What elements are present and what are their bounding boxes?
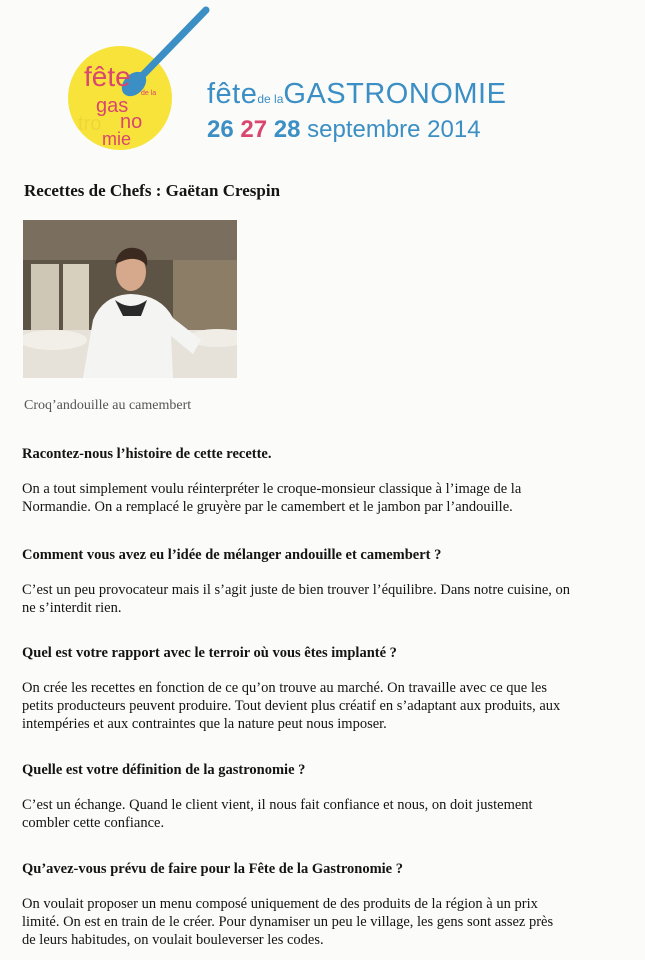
answer-paragraph: On a tout simplement voulu réinterpréter le croque-monsieur classique à l’image de la Normandie. On a remplacé le gruyère par le camembert et le jambon par l’andouille. xyxy=(22,481,522,515)
chef-photo xyxy=(23,220,237,378)
qa-item xyxy=(22,547,622,617)
svg-text:mie: mie xyxy=(102,129,132,149)
qa-item xyxy=(22,645,622,733)
event-brand xyxy=(207,78,506,145)
event-name: fêtede laGASTRONOMIE xyxy=(207,78,507,110)
svg-text:no: no xyxy=(120,111,143,133)
event-dates: 26 27 28 septembre 2014 xyxy=(207,116,481,143)
question-heading: Racontez-nous l’histoire de cette recette. xyxy=(22,446,272,462)
answer-paragraph: C’est un échange. Quand le client vient, il nous fait confiance et nous, on doit justement combler cette confiance. xyxy=(22,797,533,831)
svg-text:gas: gas xyxy=(96,95,129,117)
svg-text:tro: tro xyxy=(78,113,102,135)
qa-item xyxy=(22,762,622,832)
page-header xyxy=(0,0,645,160)
answer-paragraph: C’est un peu provocateur mais il s’agit juste de bien trouver l’équilibre. Dans notre cuisine, on ne s’interdit rien. xyxy=(22,582,571,616)
question-heading: Quelle est votre définition de la gastronomie ? xyxy=(22,762,306,778)
qa-item xyxy=(22,446,622,516)
page-title: Recettes de Chefs : Gaëtan Crespin xyxy=(24,181,281,200)
answer-paragraph: On voulait proposer un menu composé uniquement de des produits de la région à un prix limité. On est en train de le créer. Pour dynamiser un peu le village, les gens sont assez près de leurs habitudes, on voulait bouleverser les codes. xyxy=(22,896,554,948)
question-heading: Comment vous avez eu l’idée de mélanger andouille et camembert ? xyxy=(22,547,442,563)
svg-text:de la: de la xyxy=(141,90,157,97)
question-heading: Qu’avez-vous prévu de faire pour la Fête de la Gastronomie ? xyxy=(22,861,403,877)
qa-item xyxy=(22,861,622,949)
answer-paragraph: On crée les recettes en fonction de ce qu’on trouve au marché. On travaille avec ce que les petits producteurs peuvent produire. Tout devient plus créatif en s’adaptant aux produits, aux intempéries et aux contraintes que la nature peut nous imposer. xyxy=(22,680,561,732)
question-heading: Quel est votre rapport avec le terroir où vous êtes implanté ? xyxy=(22,645,397,661)
fete-gastronomie-logo xyxy=(68,2,218,152)
photo-caption: Croq’andouille au camembert xyxy=(24,398,192,413)
svg-text:fête: fête xyxy=(84,61,131,92)
